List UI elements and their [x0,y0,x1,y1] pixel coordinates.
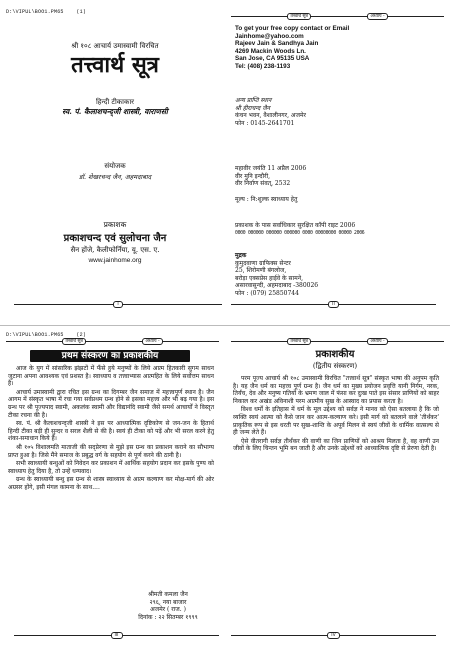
address-line: अन्य प्राप्ति स्थान [235,97,272,104]
file-label-bottom: D:\VIPUL\BOO1.PM65 (2) [6,332,87,338]
section-subheading: (द्वितीय संस्करण) [312,362,358,370]
paragraph: परम पूज्य आचार्य श्री १०८ उमास्वामी विरचित "तत्त्वार्थ सूत्र" संस्कृत भाषा की अनुपम कृति है। यह जैन धर्म का महत्त्व पूर्ण ग्रन्थ है। जैन धर्म का मुख्य प्रयोजन प्रवृत्ति यानी निर्गम, नरक, तिर्यंच, देव और मनुष्य गतियों के भ्रमण जाल में फंसा कर दुःख पाते इस संसार प्राणियों को बाहर निकाल कर अखंड अविनाशी परम आत्मीय सुख के आस्वाद का प्रयास करता है। [233,375,439,405]
running-head-title: तत्त्वार्थ सूत्र [62,338,85,345]
title-page [0,0,225,325]
signature-line: २९६, नया बाजार [149,598,187,606]
editor-label: संयोजक [104,162,126,170]
contact-block [235,25,435,70]
page-number: III [111,632,123,639]
paragraph: स्व. पं. श्री कैलाशचन्द्जी शास्त्री ने इस पर आध्यात्मिक दृष्टिकोण से जन-जन के हितार्थ हिन्दी टीका बड़ी ही सुन्दर व सरल शैली से की है। स्वयं ही टीका को पढ़ें और भी सरल करने हेतु शंका-समाधान किये हैं। [8,420,214,443]
intro-text [8,365,214,493]
contact-line: To get your free copy contact or Email [235,25,350,32]
running-head-chapter: अध्याय - [142,338,162,345]
printer-line: असारवासुन्दी, अहमदाबाद -380026 [235,282,319,290]
website[interactable]: www.jainhome.org [88,257,142,264]
printer-label: मुद्रक [235,252,247,259]
contact-line: 4269 Mackin Woods Ln. [235,47,306,55]
printer-line: 25, शिरोमणी बंगलोज, [235,267,287,275]
rights-line: प्रकाशक के पास सर्वाधिकार सुरक्षित कॉपी राइट 2006 [235,222,356,229]
publisher: प्रकाशचन्द एवं सुलोचना जैन [63,233,167,244]
page-number: IV [327,632,339,639]
contact-line: Tel: (408) 238-1193 [235,62,291,70]
header-bar-page-3 [6,338,219,345]
printer-line: फोन : (079) 25850744 [235,289,299,297]
address-block [235,97,435,127]
page-number: I [113,301,122,308]
translation-label: हिन्दी टीकाकार [95,98,135,106]
running-head-chapter: अध्याय - [367,338,387,345]
footer-bar-page-2 [231,301,436,308]
paragraph: ग्रन्थ के स्वाध्यायी बन्धु इस ग्रन्थ से शास्त्र स्वाध्याय से आत्म कल्याण कर मोक्ष-मार्ग की ओर अग्रसर होंगे, इसी मंगल कामना के साथ.... [8,476,214,491]
signature-date: दिनांक : २२ सितम्बर १९९९ [138,613,198,621]
rights-line-symbols: 0000 000000 000000 000000 0000 00000000 00000 2006 [235,231,365,236]
edition-block [235,165,435,188]
contact-line: San Jose, CA 95135 USA [235,55,310,62]
address-line: फोन : 0145-2641701 [235,119,295,127]
footer-bar-page-1 [14,301,222,308]
running-head-title: तत्त्वार्थ सूत्र [287,338,310,345]
editor: डॉ. शेखरचन्द जैन, अहमदाबाद [78,173,152,181]
running-head-chapter: अध्याय - [367,13,387,20]
address-line: श्री हीराचन्द जैन [235,104,270,112]
signature-block [118,591,218,621]
file-label-top: D:\VIPUL\BOO1.PM65 (1) [6,9,87,15]
header-bar-page-2 [231,13,444,20]
section-heading: प्रकाशकीय [315,349,355,360]
publisher-label: प्रकाशक [103,220,127,229]
address-line: कंचन भवन, वैशालीनगर, अजमेर [235,112,307,120]
footer-bar-page-4 [231,632,436,639]
publisher-place: सैन होंजे, कैलीफोर्निया, यू. एस. ए. [70,246,160,254]
printer-block [235,252,435,298]
price-line: मूल्य : नि:शुल्क स्वाध्याय हेतु [235,196,298,203]
paragraph: सभी स्वाध्यायी बन्धुओं को निवेदन कर प्रकाशन में आर्थिक सहयोग प्रदान कर इसके पुण्य को स्वाध्याय हेतु दिया है, तो उन्हें धन्यवाद। [8,460,214,475]
edition-line: वीर मुनि इन्दौरी, [235,172,271,180]
signature-line: अजमेर ( राज. ) [150,606,186,614]
printer-line: कुमुदवाणा ग्राफिक्स सेन्टर [235,259,291,267]
paragraph: ऐसे वीतरागी सर्वज्ञ तीर्थंकर की वाणी का जिन प्राणियों को आश्रय मिलता है, वह वाणी उन जीवों के लिए चिन्तन भूमि बन जाती है और उनके उद्देश्यों को आध्यात्मिक दृष्टि से प्रेरणा देती है। [233,437,439,453]
translator: स्व. पं. कैलाशचन्द्जी शास्त्री, वाराणसी [62,107,168,116]
intro-page [0,325,225,650]
paragraph: श्री १०५ विशालमति माताजी की सद्प्रेरणा से मुझे इस ग्रन्थ का प्रकाशन कराने का सौभाग्य प्राप्त हुआ है। जिसे मैंने समाज के प्रबुद्ध वर्ग के सहयोग से पूर्ण करने की ठानी है। [8,443,214,459]
paragraph: आचार्य उमास्वामी द्वारा रचित इस ग्रन्थ का दिगम्बर जैन समाज में महत्त्वपूर्ण स्थान है। जैन आगम में संस्कृत भाषा में रचा गया सर्वप्रथम ग्रन्थ होने से इसका महत्त्व और भी बढ़ गया है। इस ग्रन्थ पर श्री पूज्यपाद स्वामी, अकलंक स्वामी और विद्यानंदि स्वामी जैसे समर्थ आचार्यों ने विस्तृत टीका रचना की है। [8,388,214,419]
signature-name: श्रीमती कमला जैन [148,591,188,598]
printer-line: बरोड़ा एक्सप्रेस हाईवे के सामने, [235,274,303,282]
paragraph: विश्व धर्मों के इतिहास में धर्म के मूल उद्देश्य को सर्वज्ञ ने मानव को ऐसा बतलाया है कि जो व्यक्ति स्वयं आत्मा को कैसे जान कर आत्म-कल्याण करे। इसी मार्ग को बतलाने वाले 'तीर्थंकर' प्राकृतिक रूप से इस धरती पर सुख-शान्ति के अपूर्व मिलन से स्वयं जीवों के धार्मिक वात्सल्य से ही जन्म लेते हैं। [233,406,439,437]
header-bar-page-4 [231,338,444,345]
second-intro-text [233,375,439,454]
paragraph: आज के युग में सांसारिक झंझटों में फँसे हुये मनुष्यों के लिये आत्म हितकारी सुगम साधन जुटाना अपना आवश्यक एवं प्रशस्त है। स्वाध्याय व तत्त्वाभ्यास आत्महित के लिये सर्वोत्तम साधन है। [8,365,214,388]
footer-bar-page-3 [14,632,219,639]
book-title: तत्त्वार्थ सूत्र [71,52,159,78]
edition-line: महावीर जयंति 11 अप्रैल 2006 [235,165,307,172]
running-head-title: तत्त्वार्थ सूत्र [287,13,310,20]
copyright-page [225,0,450,325]
section-heading: प्रथम संस्करण का प्रकाशकीय [30,350,190,362]
contact-email[interactable]: Jainhome@yahoo.com [235,32,304,40]
page-number: II [328,301,339,308]
contact-line: Rajeev Jain & Sandhya Jain [235,40,319,47]
second-intro-page [225,325,450,650]
author-line: श्री १०८ आचार्य उमास्वामी विरचित [71,42,159,50]
edition-line: वीर निर्वाण संवत्, 2532 [235,180,291,188]
